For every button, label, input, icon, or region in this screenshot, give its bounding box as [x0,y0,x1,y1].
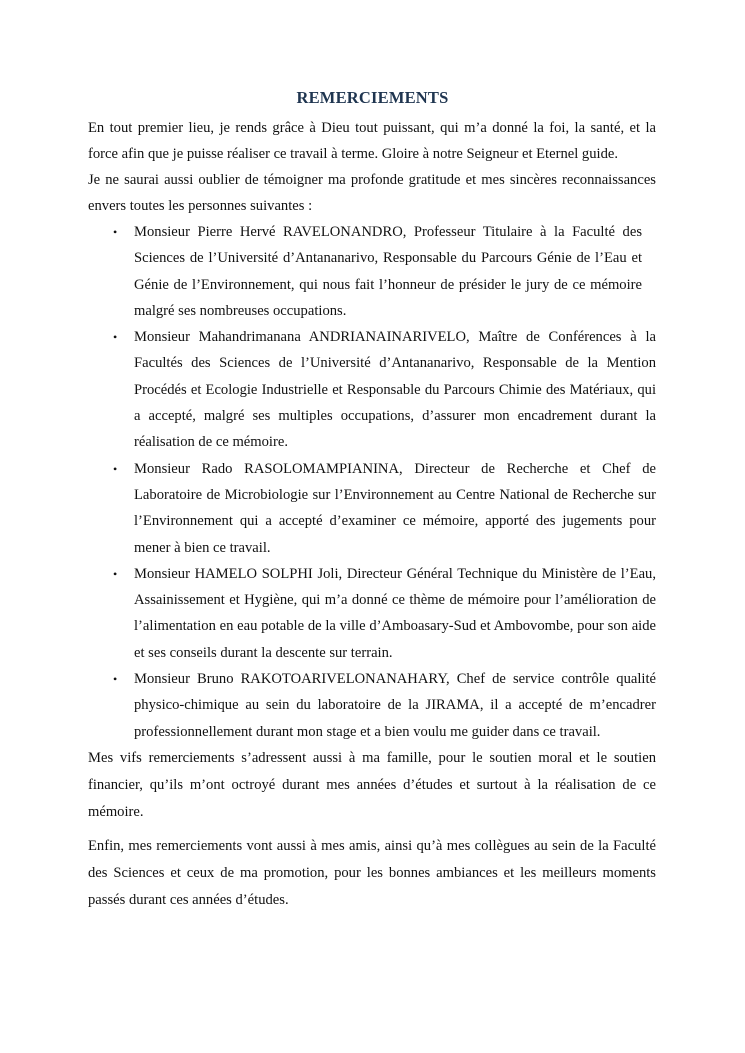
bullet-icon: • [113,672,118,687]
list-item [88,666,656,745]
list-item-text: Monsieur Pierre Hervé RAVELONANDRO, Professeur Titulaire à la Faculté des Sciences de l’Université d’Antananarivo, Responsable du Parcours Génie de l’Eau et Génie de l’Environnement, qui nous fait l’honneur de présider le jury de ce mémoire malgré ses nombreuses occupations. [134,224,642,319]
bullet-icon: • [113,225,118,239]
list-item-text: Monsieur HAMELO SOLPHI Joli, Directeur Général Technique du Ministère de l’Eau, Assainissement et Hygiène, qui m’a donné ce thème de mémoire pour l’amélioration de l’alimentation en eau potable de la ville d’Amboasary-Sud et Ambovombe, pour son aide et ses conseils durant la descente sur terrain. [134,565,656,661]
list-item [88,324,656,455]
acknowledgement-list [88,219,656,745]
closing-paragraph-1: Mes vifs remerciements s’adressent aussi à ma famille, pour le soutien moral et le soutien financier, qu’ils m’ont octroyé durant mes années d’études et surtout à la réalisation de ce mémoire. [88,750,656,820]
list-item-text: Monsieur Bruno RAKOTOARIVELONANAHARY, Chef de service contrôle qualité physico-chimique au sein du laboratoire de la JIRAMA, il a accepté de m’encadrer professionnellement durant mon stage et a bien voulu me guider dans ce travail. [134,671,656,740]
list-item [88,456,656,561]
bullet-icon: • [113,330,118,345]
intro-paragraph-1: En tout premier lieu, je rends grâce à Dieu tout puissant, qui m’a donné la foi, la santé, et la force afin que je puisse réaliser ce travail à terme. Gloire à notre Seigneur et Eternel guide. [88,120,656,163]
list-item [88,219,656,324]
bullet-icon: • [113,566,118,581]
list-item-text: Monsieur Mahandrimanana ANDRIANAINARIVELO, Maître de Conférences à la Facultés des Sciences de l’Université d’Antananarivo, Responsable de la Mention Procédés et Ecologie Industrielle et Responsable du Parcours Chimie des Matériaux, qui a accepté, malgré ses multiples occupations, d’assurer mon encadrement durant la réalisation de ce mémoire. [134,329,656,451]
bullet-icon: • [113,461,118,476]
intro-paragraph-2: Je ne saurai aussi oublier de témoigner ma profonde gratitude et mes sincères reconnaissances envers toutes les personnes suivantes : [88,172,656,215]
closing-paragraph-2: Enfin, mes remerciements vont aussi à mes amis, ainsi qu’à mes collègues au sein de la Faculté des Sciences et ceux de ma promotion, pour les bonnes ambiances et les meilleurs moments passés durant ces années d’études. [88,838,656,908]
page-title: REMERCIEMENTS [296,88,449,107]
list-item-text: Monsieur Rado RASOLOMAMPIANINA, Directeur de Recherche et Chef de Laboratoire de Microbiologie sur l’Environnement au Centre National de Recherche sur l’Environnement qui a accepté d’examiner ce mémoire, apporté des jugements pour mener à bien ce travail. [134,460,656,556]
list-item [88,561,656,666]
